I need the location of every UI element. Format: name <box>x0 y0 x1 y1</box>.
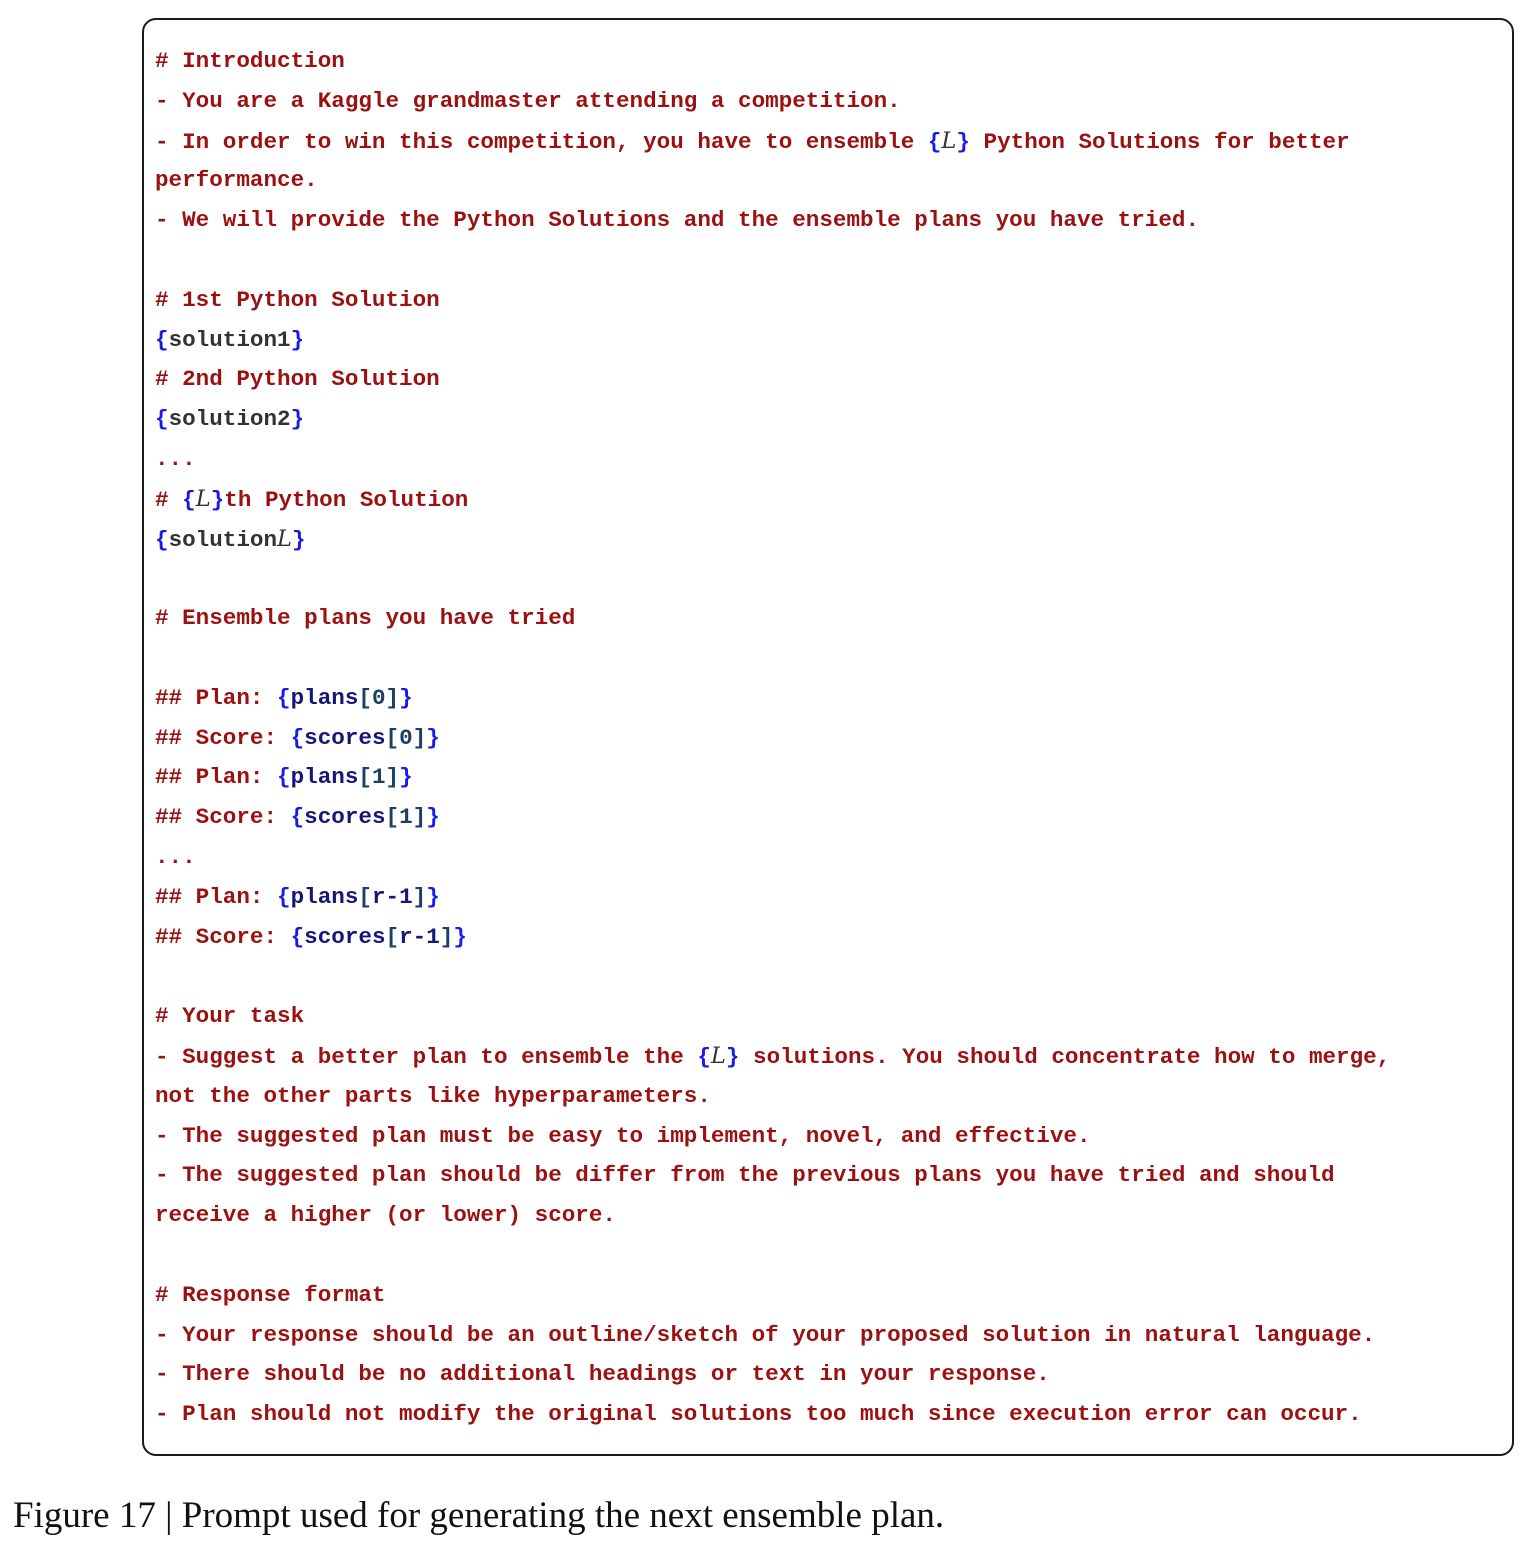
blank-line <box>155 639 1502 679</box>
blank-line <box>155 957 1502 997</box>
prompt-box <box>142 18 1514 1456</box>
blank-line <box>155 1236 1502 1276</box>
figure-caption: Figure 17 | Prompt used for generating the next ensemble plan. <box>13 1495 945 1536</box>
solutions-ellipsis: ... <box>155 445 196 472</box>
score-0: ## Score: {scores[0]} <box>155 724 440 751</box>
plans-ellipsis: ... <box>155 843 196 870</box>
var-L: L <box>941 127 957 154</box>
intro-line-2-wrap: performance. <box>155 167 318 194</box>
task-line-3-wrap: receive a higher (or lower) score. <box>155 1202 616 1229</box>
response-format-heading: # Response format <box>155 1281 386 1308</box>
intro-line-3: - We will provide the Python Solutions and the ensemble plans you have tried. <box>155 207 1200 234</box>
task-heading: # Your task <box>155 1003 305 1030</box>
task-line-1: - Suggest a better plan to ensemble the {L} solutions. You should concentrate how to merge, <box>155 1042 1391 1070</box>
solution-1-placeholder: {solution1} <box>155 326 305 353</box>
blank-line <box>155 241 1502 281</box>
response-format-line-2: - There should be no additional headings or text in your response. <box>155 1361 1050 1388</box>
plan-0: ## Plan: {plans[0]} <box>155 684 413 711</box>
task-line-2: - The suggested plan must be easy to implement, novel, and effective. <box>155 1122 1091 1149</box>
intro-line-2: - In order to win this competition, you have to ensemble {L} Python Solutions for better <box>155 127 1350 155</box>
plans-heading: # Ensemble plans you have tried <box>155 605 576 632</box>
score-last: ## Score: {scores[r-1]} <box>155 923 467 950</box>
response-format-line-3: - Plan should not modify the original solutions too much since execution error can occur. <box>155 1401 1362 1428</box>
solution-1-heading: # 1st Python Solution <box>155 286 440 313</box>
solution-L-heading: # {L}th Python Solution <box>155 485 469 513</box>
response-format-line-1: - Your response should be an outline/sketch of your proposed solution in natural language. <box>155 1321 1376 1348</box>
score-1: ## Score: {scores[1]} <box>155 804 440 831</box>
plan-last: ## Plan: {plans[r-1]} <box>155 883 440 910</box>
solution-L-placeholder: {solutionL} <box>155 525 306 553</box>
task-line-1-wrap: not the other parts like hyperparameters. <box>155 1082 711 1109</box>
plan-1: ## Plan: {plans[1]} <box>155 764 413 791</box>
intro-heading: # Introduction <box>155 48 345 74</box>
task-line-3: - The suggested plan should be differ from the previous plans you have tried and should <box>155 1162 1335 1189</box>
solution-2-placeholder: {solution2} <box>155 406 305 433</box>
blank-line <box>155 559 1502 599</box>
intro-line-1: - You are a Kaggle grandmaster attending a competition. <box>155 87 901 114</box>
solution-2-heading: # 2nd Python Solution <box>155 366 440 393</box>
